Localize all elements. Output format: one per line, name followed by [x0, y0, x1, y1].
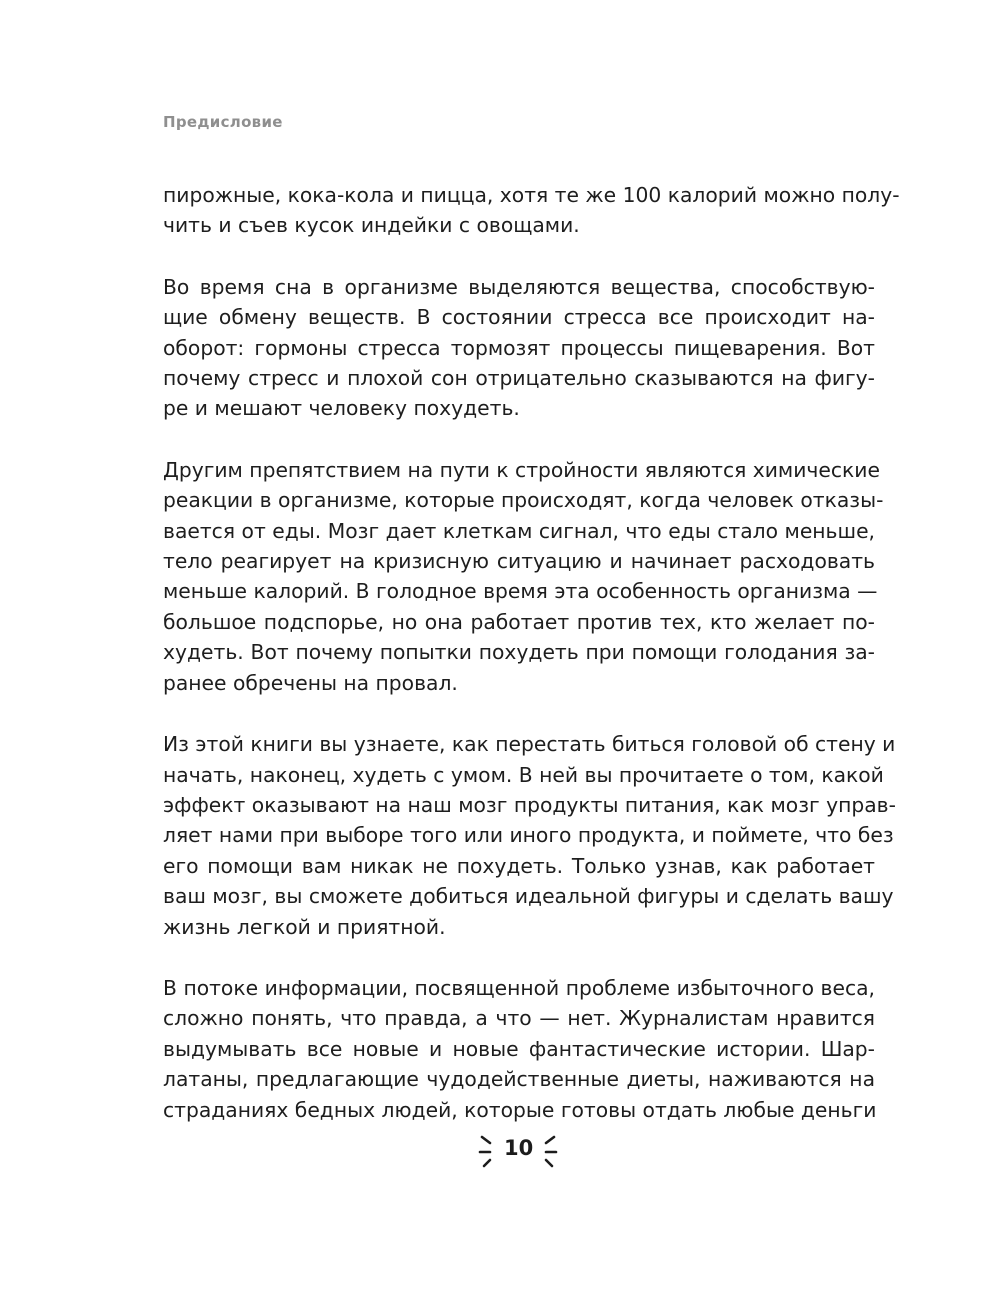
running-title: Предисловие	[163, 113, 283, 131]
text-line: вается от еды. Мозг дает клеткам сигнал, что еды стало меньше,	[163, 518, 875, 543]
text-line: меньше калорий. В голодное время эта особенность организма —	[163, 579, 878, 604]
text-line: жизнь легкой и приятной.	[163, 914, 446, 939]
text-line: реакции в организме, которые происходят, когда человек отказы-	[163, 488, 884, 513]
paragraph-3	[163, 455, 884, 698]
text-line: Во время сна в организме выделяются вещества, способствую-	[163, 274, 875, 299]
text-line: тело реагирует на кризисную ситуацию и начинает расходовать	[163, 549, 875, 574]
page-footer	[0, 1132, 986, 1172]
text-line: латаны, предлагающие чудодейственные диеты, наживаются на	[163, 1067, 875, 1092]
text-line: его помощи вам никак не похудеть. Только узнав, как работает	[163, 853, 875, 878]
paragraph-1	[163, 180, 900, 241]
text-line: оборот: гормоны стресса тормозят процессы пищеварения. Вот	[163, 335, 875, 360]
text-line: чить и съев кусок индейки с овощами.	[163, 213, 580, 238]
text-line: ляет нами при выборе того или иного продукта, и поймете, что без	[163, 823, 894, 848]
paragraph-5	[163, 973, 875, 1125]
text-line: щие обмену веществ. В состоянии стресса все происходит на-	[163, 305, 875, 330]
paragraph-4	[163, 729, 896, 942]
rays-right-icon	[537, 1132, 561, 1172]
text-line: худеть. Вот почему попытки похудеть при помощи голодания за-	[163, 640, 875, 665]
text-line: В потоке информации, посвященной проблеме избыточного веса,	[163, 975, 875, 1000]
text-line: эффект оказывают на наш мозг продукты питания, как мозг управ-	[163, 792, 896, 817]
text-line: Другим препятствием на пути к стройности являются химические	[163, 457, 880, 482]
text-line: большое подспорье, но она работает против тех, кто желает по-	[163, 609, 875, 634]
rays-left-icon	[475, 1132, 499, 1172]
text-line: начать, наконец, худеть с умом. В ней вы прочитаете о том, какой	[163, 762, 884, 787]
text-line: ре и мешают человеку похудеть.	[163, 396, 520, 421]
text-line: Из этой книги вы узнаете, как перестать биться головой об стену и	[163, 732, 896, 757]
page-number: 10	[504, 1136, 534, 1160]
paragraph-2	[163, 272, 875, 424]
text-line: пирожные, кока-кола и пицца, хотя те же 100 калорий можно полу-	[163, 183, 900, 207]
folio	[475, 1132, 561, 1172]
text-line: выдумывать все новые и новые фантастические истории. Шар-	[163, 1036, 875, 1061]
text-line: ваш мозг, вы сможете добиться идеальной фигуры и сделать вашу	[163, 884, 894, 909]
text-line: ранее обречены на провал.	[163, 670, 458, 695]
text-line: страданиях бедных людей, которые готовы отдать любые деньги	[163, 1097, 877, 1122]
text-line: сложно понять, что правда, а что — нет. Журналистам нравится	[163, 1006, 875, 1031]
body-text	[163, 180, 900, 1156]
text-line: почему стресс и плохой сон отрицательно сказываются на фигу-	[163, 366, 875, 391]
